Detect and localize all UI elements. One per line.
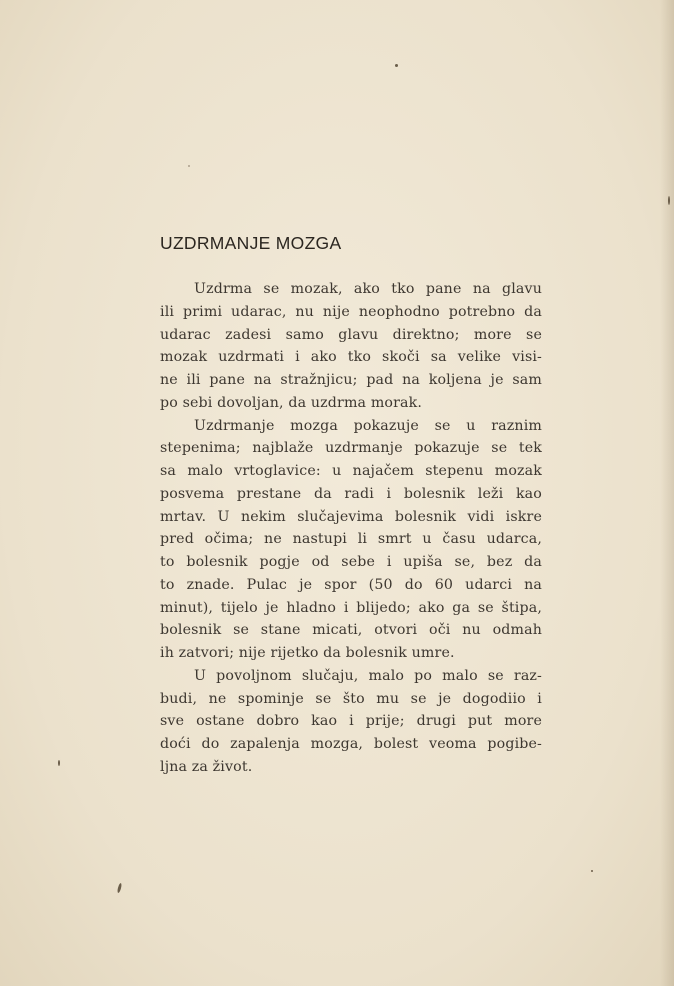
- paper-speck: [591, 870, 593, 872]
- paragraph: [160, 278, 542, 415]
- text-line: Uzdrma se mozak, ako tko pane na glavu: [194, 281, 542, 297]
- article-title: UZDRMANJE MOZGA: [160, 233, 342, 253]
- text-line: sa malo vrtoglavice: u najačem stepenu mozak: [160, 463, 542, 479]
- paper-speck: [117, 883, 122, 893]
- text-line: ne ili pane na stražnjicu; pad na koljena je sam: [160, 372, 542, 388]
- text-line: pred očima; ne nastupi li smrt u času udarca,: [160, 531, 542, 548]
- text-line: to bolesnik pogje od sebe i upiša se, bez da: [160, 554, 542, 570]
- text-line: ih zatvori; nije rijetko da bolesnik umre.: [160, 645, 455, 661]
- paper-speck: [188, 165, 190, 167]
- article-body: [160, 278, 542, 779]
- text-line: to znade. Pulac je spor (50 do 60 udarci na: [160, 576, 542, 593]
- text-line: mozak uzdrmati i ako tko skoči sa velike visi-: [160, 349, 542, 366]
- page-edge-shadow: [660, 0, 674, 986]
- paper-speck: [668, 196, 670, 205]
- text-line: Uzdrmanje mozga pokazuje se u raznim: [194, 417, 542, 434]
- text-line: po sebi dovoljan, da uzdrma morak.: [160, 394, 423, 411]
- text-line: stepenima; najblaže uzdrmanje pokazuje se tek: [160, 440, 542, 457]
- text-line: bolesnik se stane micati, otvori oči nu odmah: [160, 622, 542, 639]
- text-line: ljna za život.: [160, 758, 253, 775]
- text-line: mrtav. U nekim slučajevima bolesnik vidi iskre: [160, 508, 542, 525]
- text-line: ili primi udarac, nu nije neophodno potrebno da: [160, 303, 542, 320]
- paragraph: [160, 665, 542, 779]
- text-line: posvema prestane da radi i bolesnik leži kao: [160, 485, 542, 502]
- paragraph: [160, 415, 542, 665]
- text-line: U povoljnom slučaju, malo po malo se raz-: [194, 667, 542, 684]
- paper-speck: [58, 760, 60, 766]
- text-line: budi, ne spominje se što mu se je dogodiio i: [160, 690, 542, 707]
- text-line: doći do zapalenja mozga, bolest veoma pogibe-: [160, 736, 542, 752]
- text-line: udarac zadesi samo glavu direktno; more se: [160, 326, 542, 343]
- text-line: minut), tijelo je hladno i blijedo; ako ga se štipa,: [160, 599, 542, 616]
- paper-speck: [395, 64, 398, 67]
- text-line: sve ostane dobro kao i prije; drugi put more: [160, 713, 542, 730]
